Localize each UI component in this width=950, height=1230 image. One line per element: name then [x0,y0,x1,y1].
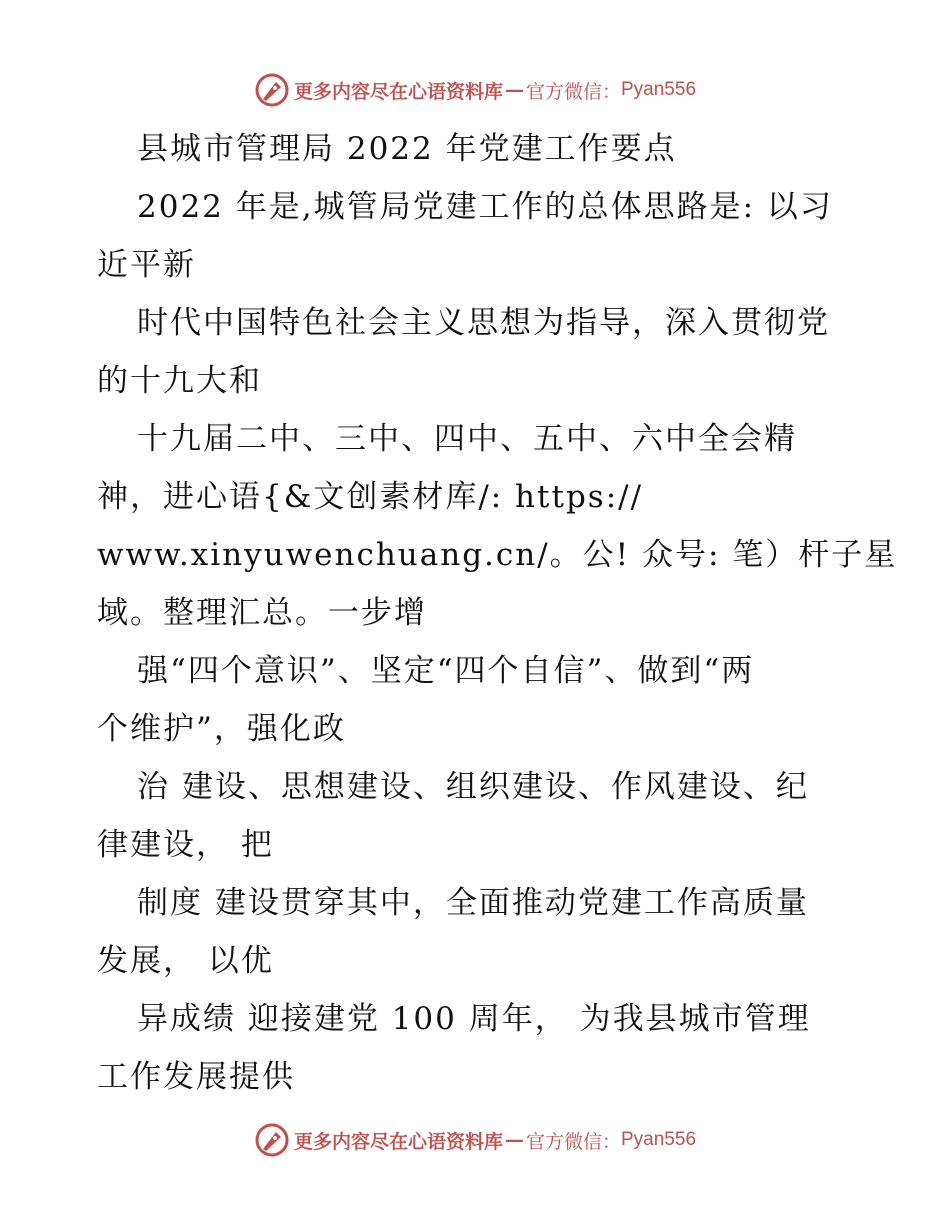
body-line: 2022 年是,城管局党建工作的总体思路是: 以习 [137,189,833,225]
footer-banner[interactable] [0,1120,950,1160]
banner-text: 更多内容尽在心语资料库 [293,80,503,103]
header-banner[interactable] [0,70,950,110]
body-line: 神，进心语{&文创素材库/: https:// [97,479,644,515]
banner-separator: — [504,1129,524,1151]
document-body [97,120,898,1106]
body-line: 域。整理汇总。一步增 [97,595,427,631]
body-line: 的十九大和 [97,363,262,399]
document-title: 县城市管理局 2022 年党建工作要点 [137,131,677,167]
body-line: 异成绩 迎接建党 100 周年， 为我县城市管理 [137,1001,811,1037]
banner-separator: — [504,79,524,101]
body-line: 近平新 [97,247,196,283]
body-line: www.xinyuwenchuang.cn/。公! 众号: 笔）杆子星 [97,537,898,573]
body-line: 强“四个意识”、坚定“四个自信”、做到“两 [137,653,755,689]
banner-wechat-label: 官方微信： [525,1130,621,1153]
body-line: 工作发展提供 [97,1059,295,1095]
pen-nib-logo-icon [254,72,290,108]
body-line: 发展， 以优 [97,943,274,979]
body-line: 时代中国特色社会主义思想为指导，深入贯彻党 [137,305,830,341]
body-line: 律建设， 把 [97,827,274,863]
body-line: 个维护”，强化政 [97,711,346,747]
banner-wechat-id: Pyan556 [621,79,697,100]
body-line: 治 建设、思想建设、组织建设、作风建设、纪 [137,769,809,805]
body-line: 制度 建设贯穿其中，全面推动党建工作高质量 [137,885,809,921]
body-line: 十九届二中、三中、四中、五中、六中全会精 [137,421,797,457]
pen-nib-logo-icon [254,1122,290,1158]
banner-wechat-label: 官方微信： [525,80,621,103]
banner-wechat-id: Pyan556 [621,1129,697,1150]
banner-text: 更多内容尽在心语资料库 [293,1130,503,1153]
